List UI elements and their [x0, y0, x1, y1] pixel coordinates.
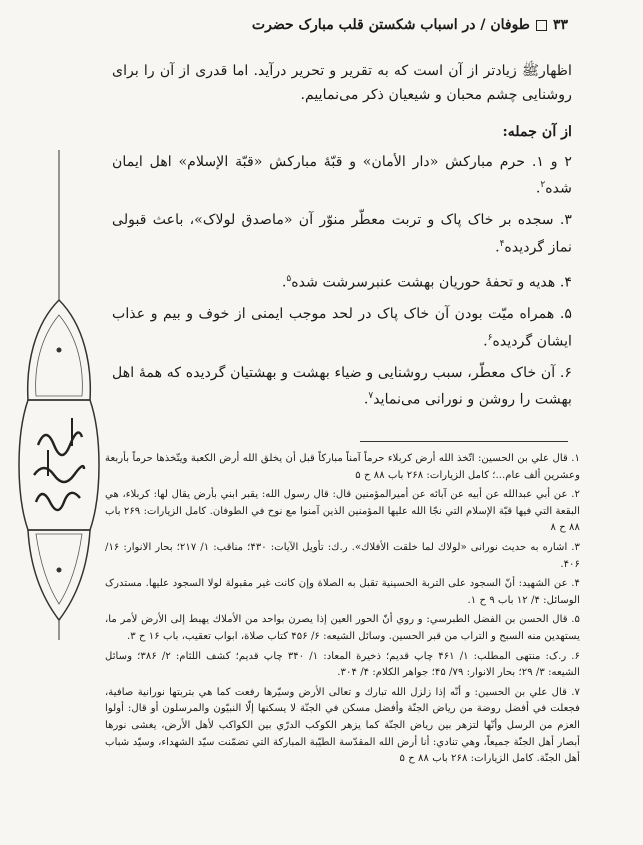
footnote: ۱. قال علي بن الحسين: اتّخذ الله أرض كربلاء حرماً آمناً مباركاً قبل أن يخلق الله أرض الكعبة ويتّخذها حرماً بأربعة وعشرين ألف عام...؛ كامل الزيارات: ۲۶۸ باب ۸۸ ح ۵ [105, 453, 580, 481]
footnote: ۵. قال الحسن بن الفضل الطبرسي: و روي أنّ الحور العين إذا يصرن بواحد من الأملاك يهبط إلى الأرض لأمر ما، يستهدين منه السبح و التراب من قبر الحسين. وسائل الشيعه: ۶/ ۴۵۶ کتاب صلاة، ابواب تعقیب، باب ۱۶ ح ۳. [105, 614, 580, 642]
footnote-ref: ۴ [499, 238, 505, 249]
footnote-ref: ۲ [540, 180, 546, 190]
list-item: ۶. آن خاک معطّر، سبب روشنایی و ضیاء بهشت و بهشتیان گردیده که همهٔ اهل بهشت را روشن و نورانی می‌نماید$^۷$. [112, 364, 572, 409]
calligraphy-ornament-icon [14, 150, 104, 640]
main-text [112, 60, 572, 421]
footnote: ۲. عن أبي عبدالله عن أبيه عن آبائه عن أميرالمؤمنين قال: قال رسول الله: يقبر ابني بأرض يقال لها: كربلاء، هي البقعة التي فيها قبّة الإسلام التي نجّا الله عليها المؤمنين الذين آمنوا مع نوح في الطوفان. كامل الزيارات: ۲۶۹ باب ۸۸ ح ۸ [105, 489, 580, 534]
running-header [60, 14, 568, 36]
footnote: ۶. ر.ک: منتهی المطلب: ۱/ ۴۶۱ چاپ قدیم؛ ذخیرة المعاد: ۱/ ۳۴۰ چاپ قدیم؛ کشف اللثام: ۲/ ۳۸۶؛ وسائل الشیعه: ۳/ ۲۹؛ بحار الانوار: ۷۹/ ۴۵؛ جواهر الکلام: ۴/ ۳۰۴. [105, 650, 581, 679]
footnotes [105, 451, 580, 771]
list-item: ۳. سجده بر خاک پاک و تربت معطّر منوّر آن «ماصدق لولاک»، باعث قبولی نماز گردیده$^۴$. [112, 212, 572, 256]
list-item: ۵. همراه میّت بودن آن خاک پاک در لحد موجب ایمنی از خوف و بیم و عذاب ایشان گردیده$^۶$. [112, 306, 572, 350]
footnote: ۳. اشاره به حدیث نورانی «لولاك لما خلقت الأفلاك». ر.ك: تأويل الآيات: ۴۳۰؛ مناقب: ۱/ ۲۱۷؛ بحار الانوار: ۱۶/ ۴۰۶. [105, 541, 581, 570]
footnote-ref: ۵ [286, 273, 292, 284]
intro-paragraph: اظهارﷺ زیادتر از آن است که به تقریر و تحریر درآید. اما قدری از آن را برای روشنایی چشم محبان و شیعیان ذکر می‌نماییم. [112, 63, 572, 103]
footnote-ref: ۷ [368, 391, 374, 402]
list-item: ۲ و ۱. حرم مبارکش «دار الأمان» و قبّهٔ مبارکش «قبّة الإسلام» اهل ایمان شده$^۲$. [112, 153, 572, 197]
list-item: ۴. هدیه و تحفهٔ حوریان بهشت عنبرسرشت شده$^۵$. [281, 273, 572, 291]
square-bullet-icon [536, 20, 547, 31]
page-number: ۳۳ [552, 17, 568, 33]
footnote-divider [360, 441, 568, 442]
footnote: ۴. عن الشهيد: أنّ السجود على التربة الحسينية تقبل به الصلاة وإن كانت غير مقبولة لولا السجود عليها. مستدرک الوسائل: ۴/ ۱۲ باب ۹ ح ۱. [105, 578, 580, 606]
footnote: ۷. قال علي بن الحسين: و أنّه إذا زلزل الله تبارك و تعالى الأرض وسيّرها رفعت كما هي بتربتها نورانية صافية، فجعلت في أفضل روضة من رياض الجنّة وأفضل مسكن في الجنّة لا يسكنها إلّا النبيّون والمرسلون أو قال: أولوا العزم من الرسل وأنّها لتزهر بين رياض الجنّة كما يزهر الكوكب الدرّي بين الكواكب لأهل الأرض، يغشى نورها أبصار أهل الجنّة جميعاً، وهي تنادي: أنا أرض الله المقدّسة الطيّبة المباركة التي تضمّنت سيّد الشهداء، وسيّد شباب أهل الجنّة. كامل الزيارات: ۲۶۸ باب ۸۸ ح ۵ [105, 686, 580, 765]
list-heading: از آن جمله: [502, 124, 572, 140]
header-title: طوفان / در اسباب شکستن قلب مبارک حضرت [251, 17, 530, 33]
footnote-ref: ۶ [487, 332, 493, 343]
